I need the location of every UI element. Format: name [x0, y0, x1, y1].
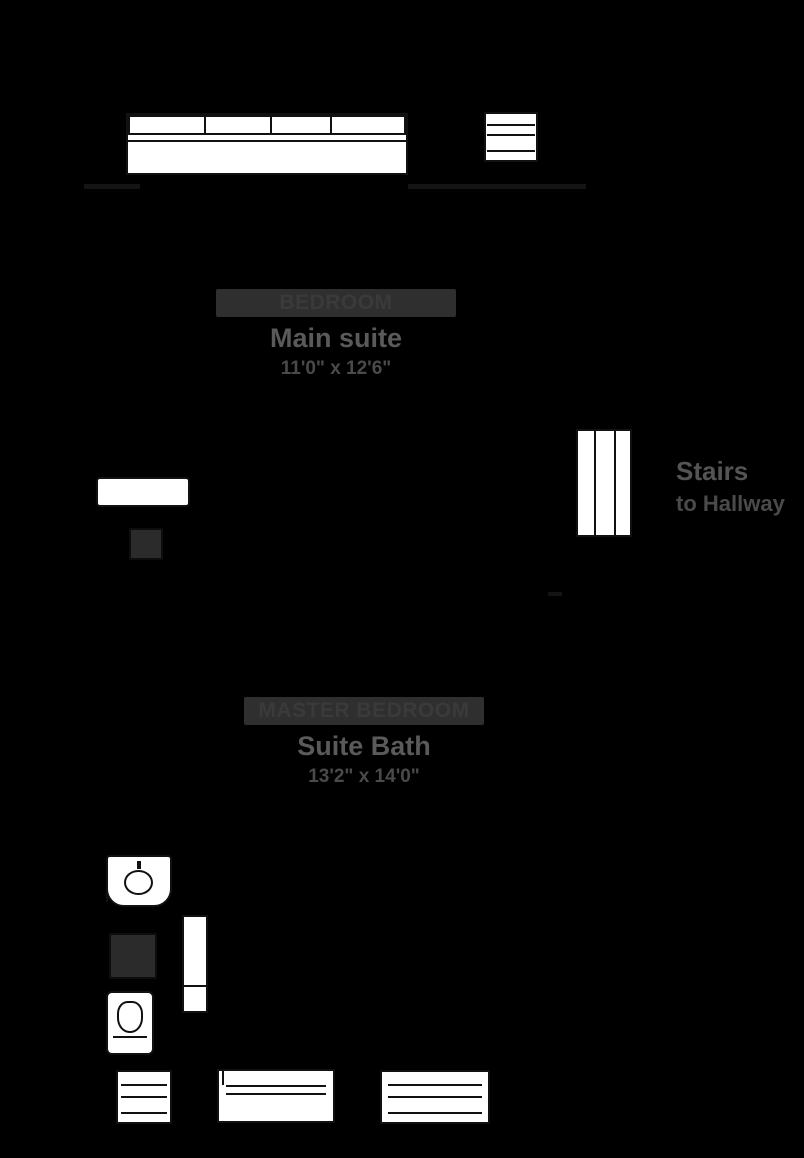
desk [96, 477, 190, 507]
dresser-line-1 [487, 124, 535, 126]
closet-sliding-doors [576, 429, 632, 537]
bed-lower-center [222, 1069, 224, 1085]
dresser-line-2 [487, 134, 535, 136]
toilet-seat [117, 1001, 143, 1032]
bed-foot-line [128, 140, 406, 142]
shower-divider [184, 985, 206, 987]
bench-right [380, 1070, 490, 1124]
room-label-bedroom-top [216, 289, 456, 380]
door-mullion-2 [614, 431, 616, 535]
stairs-label-line2: to Hallway [676, 491, 785, 516]
room-dimensions: 13'2" x 14'0" [308, 766, 420, 788]
bathroom-sink [106, 855, 172, 907]
faucet-icon [137, 861, 142, 869]
room-dimensions: 11'0" x 12'6" [280, 358, 392, 380]
room-label-bedroom-bottom [244, 697, 484, 788]
nightstand-right [330, 115, 406, 135]
toilet-tank [113, 1036, 146, 1049]
bench-bar-1 [121, 1084, 167, 1086]
stairs-label [676, 456, 785, 517]
bed-lower-bar-2 [226, 1093, 326, 1095]
cabinet [109, 933, 157, 979]
chair [129, 528, 163, 560]
bed-lower-bar-1 [226, 1085, 326, 1087]
sink-wall-edge [106, 860, 108, 902]
toilet [106, 991, 154, 1055]
door-mullion-1 [594, 431, 596, 535]
bed-center-line [270, 113, 272, 135]
room-name: MASTER BEDROOM [244, 697, 484, 725]
bed-lower [217, 1069, 335, 1123]
wall-top-left [84, 184, 140, 189]
bench-right-bar-3 [388, 1112, 481, 1114]
bench-bar-3 [121, 1112, 167, 1114]
shower-stall [182, 915, 208, 1013]
room-subtitle: Suite Bath [297, 731, 431, 762]
bench-bar-2 [121, 1096, 167, 1098]
sink-bowl [124, 870, 153, 895]
stairs-label-line1: Stairs [676, 456, 749, 486]
room-name: BEDROOM [216, 289, 456, 317]
bench-right-bar-1 [388, 1084, 481, 1086]
wall-top-right [408, 184, 586, 189]
dresser-line-3 [487, 150, 535, 152]
room-subtitle: Main suite [269, 323, 403, 354]
bench-left [116, 1070, 172, 1124]
dresser [484, 112, 538, 162]
nightstand-left [128, 115, 206, 135]
bench-right-bar-2 [388, 1096, 481, 1098]
wall-mid-right [548, 592, 562, 596]
